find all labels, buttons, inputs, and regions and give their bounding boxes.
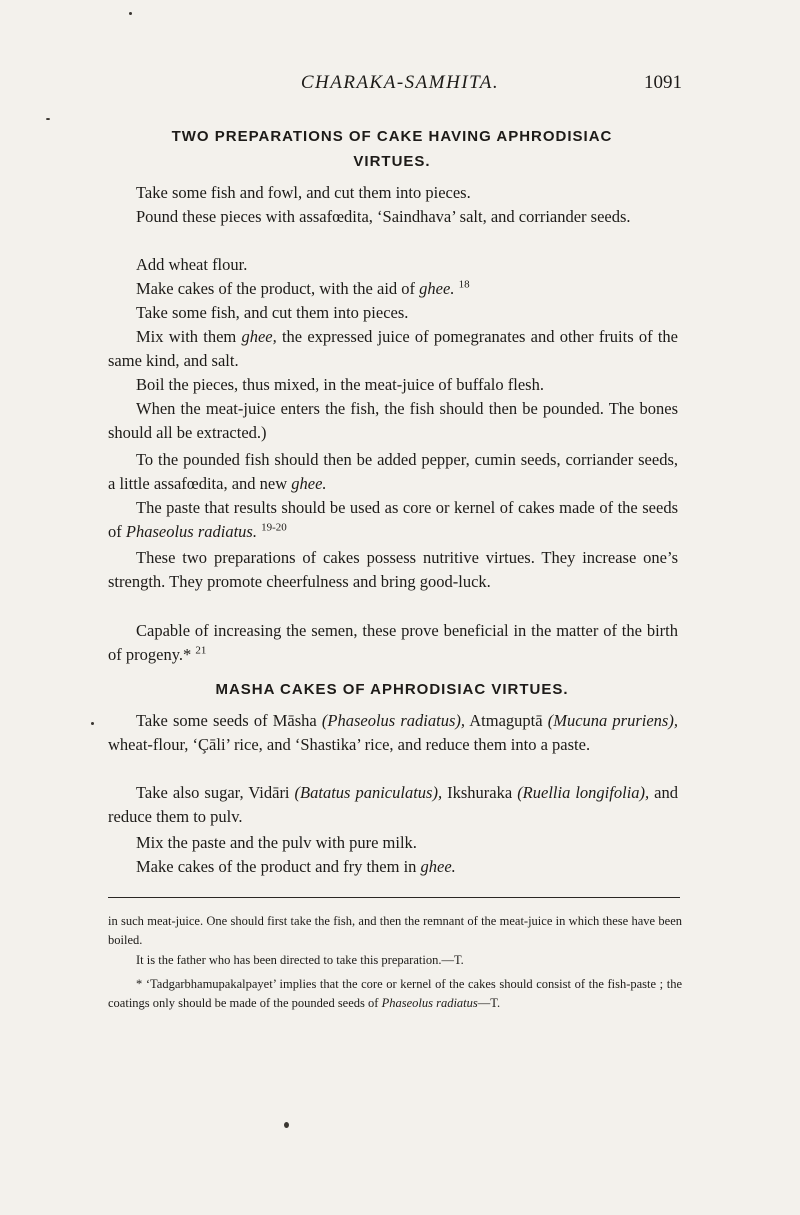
paragraph — [108, 709, 678, 757]
paragraph — [108, 397, 678, 445]
paragraph — [108, 448, 678, 496]
page-number: 1091 — [644, 72, 682, 93]
footnote: It is the father who has been directed to take this preparation.—T. — [136, 953, 464, 967]
paragraph-text: wheat-flour, ‘Çāli’ rice, and ‘Shastika’ rice, and reduce them into a paste. — [108, 735, 591, 754]
paper-speck — [91, 722, 94, 725]
paragraph — [108, 496, 678, 544]
paragraph-text: and reduce them to pulv. — [108, 783, 678, 826]
paragraph-text: Ikshuraka — [442, 783, 518, 802]
verse-number: 21 — [195, 644, 207, 657]
paragraph — [108, 546, 678, 594]
latin-name: (Phaseolus radiatus), — [321, 711, 465, 730]
paragraph — [108, 831, 678, 855]
latin-name: (Batatus paniculatus), — [294, 783, 443, 802]
paragraph-text: Take some fish, and cut them into pieces. — [136, 303, 409, 322]
paragraph — [108, 855, 678, 879]
heading-line: VIRTUES. — [353, 153, 431, 170]
paragraph-text: When the meat-juice enters the fish, the fish should then be pounded. The bones should all be extracted.) — [108, 399, 678, 442]
paragraph-text: Pound these pieces with assafœdita, ‘Saindhava’ salt, and corriander seeds. — [136, 207, 631, 226]
paper-speck — [46, 118, 50, 120]
footnote — [108, 975, 682, 1013]
paragraph-text: These two preparations of cakes possess nutritive virtues. They increase one’s strength. They promote cheerfulness and bring good-luck. — [108, 548, 678, 591]
paragraph-text: The paste that results should be used as core or kernel of cakes made of the seeds of — [108, 498, 678, 541]
paragraph-text: To the pounded fish should then be added pepper, cumin seeds, corriander seeds, a little assafœdita, and new — [108, 450, 678, 493]
paragraph — [108, 253, 678, 277]
latin-name: (Ruellia longifolia), — [517, 783, 650, 802]
verse-number: 19-20 — [261, 521, 287, 534]
latin-name: Phaseolus radiatus. — [125, 522, 257, 541]
italic-term: ghee. — [420, 857, 456, 876]
paragraph-text: Make cakes of the product, with the aid of — [136, 279, 420, 298]
section-heading-masha-cakes: MASHA CAKES OF APHRODISIAC VIRTUES. — [215, 681, 569, 698]
footnote-text: * ‘Tadgarbhamupakalpayet’ implies that the core or kernel of the cakes should consist of the fish-paste ; the coatings only should be made of the pounded seeds of — [108, 977, 682, 1010]
running-title: CHARAKA-SAMHITA. — [300, 72, 500, 93]
paragraph-text: Mix with them — [136, 327, 242, 346]
paragraph-text: Atmaguptā — [465, 711, 548, 730]
paragraph-text: the expressed juice of pomegranates and other fruits of the same kind, and salt. — [108, 327, 678, 370]
paragraph-text: Boil the pieces, thus mixed, in the meat-juice of buffalo flesh. — [136, 375, 544, 394]
italic-term: ghee. — [419, 279, 455, 298]
paper-speck — [129, 12, 132, 15]
latin-name: Phaseolus radiatus — [381, 996, 478, 1010]
italic-term: ghee. — [291, 474, 327, 493]
paragraph — [108, 205, 678, 229]
paragraph-text: Take some seeds of Māsha — [136, 711, 322, 730]
latin-name: (Mucuna pruriens), — [547, 711, 678, 730]
paragraph-text: Make cakes of the product and fry them in — [136, 857, 421, 876]
paragraph — [108, 325, 678, 373]
paragraph — [108, 301, 678, 325]
paragraph — [108, 619, 678, 667]
paragraph-text: Take some fish and fowl, and cut them into pieces. — [136, 183, 471, 202]
paragraph-text: Add wheat flour. — [136, 255, 248, 274]
footnote-divider — [108, 897, 680, 898]
heading-line: TWO PREPARATIONS OF CAKE HAVING APHRODISIAC — [171, 128, 613, 145]
paragraph-text: Capable of increasing the semen, these prove beneficial in the matter of the birth of progeny.* — [108, 621, 678, 664]
footnote: in such meat-juice. One should first take the fish, and then the remnant of the meat-juice in which these have been boiled. — [108, 914, 682, 947]
paragraph — [108, 277, 678, 301]
paragraph — [108, 373, 678, 397]
italic-term: ghee, — [241, 327, 277, 346]
paper-speck — [284, 1122, 289, 1128]
footnote-text: —T. — [477, 996, 501, 1010]
paragraph-text: Take also sugar, Vidāri — [136, 783, 295, 802]
section-heading-cake-preparations — [108, 124, 676, 174]
paragraph — [108, 781, 678, 829]
verse-number: 18 — [458, 278, 470, 291]
paragraph-text: Mix the paste and the pulv with pure milk. — [136, 833, 417, 852]
paragraph — [108, 181, 678, 205]
